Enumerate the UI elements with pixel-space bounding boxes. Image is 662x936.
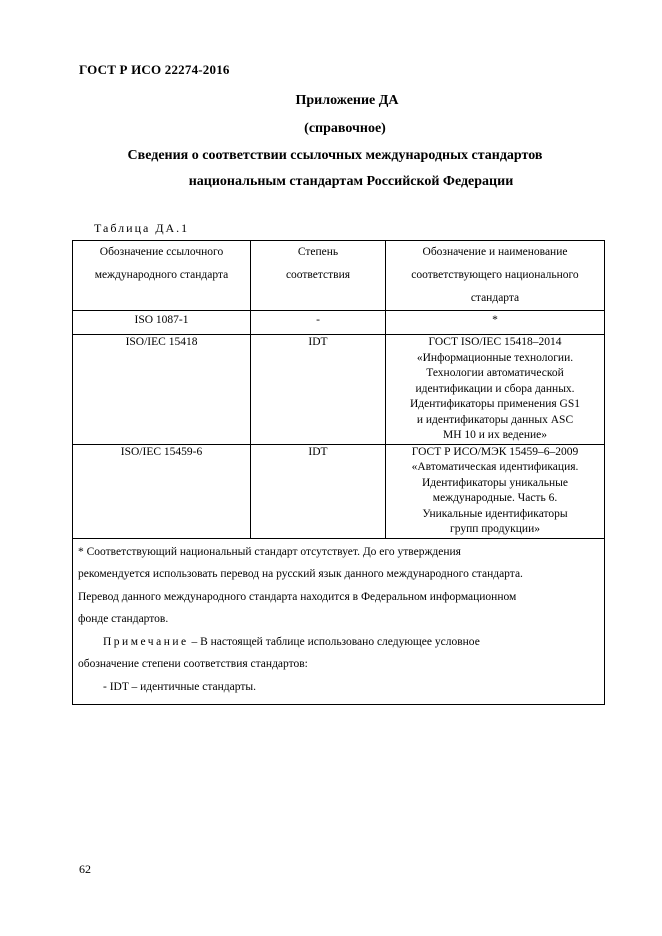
cell-reference: ISO 1087-1 xyxy=(73,311,251,335)
note-item: - IDT – идентичные стандарты. xyxy=(103,680,256,693)
cell-degree: - xyxy=(251,311,386,335)
appendix-title: Приложение ДА xyxy=(295,93,399,108)
table-footnote-row xyxy=(73,538,605,705)
header-reference-standard: Обозначение ссылочного международного стандарта xyxy=(73,241,251,311)
table-header-row xyxy=(73,241,605,311)
appendix-reference: (справочное) xyxy=(304,121,386,136)
cell-reference: ISO/IEC 15418 xyxy=(73,335,251,445)
cell-national: ГОСТ Р ИСО/МЭК 15459–6–2009 «Автоматическая идентификация. Идентификаторы уникальные международные. Часть 6. Уникальные идентификаторы групп продукции» xyxy=(386,444,605,538)
cell-degree: IDT xyxy=(251,335,386,445)
note-text: – В настоящей таблице использовано следующее условное xyxy=(188,635,480,648)
cell-national: ГОСТ ISO/IEC 15418–2014 «Информационные технологии. Технологии автоматической идентификации и сбора данных. Идентификаторы применения GS1 и идентификаторы данных ASC MH 10 и их ведение» xyxy=(386,335,605,445)
table-row xyxy=(73,311,605,335)
table-caption: Таблица ДА.1 xyxy=(94,221,190,235)
page-number: 62 xyxy=(79,862,91,876)
document-code: ГОСТ Р ИСО 22274-2016 xyxy=(79,62,230,77)
table-row xyxy=(73,444,605,538)
table-footnote: * Соответствующий национальный стандарт отсутствует. До его утверждения рекомендуется использовать перевод на русский язык данного международного стандарта. Перевод данного международного стандарта находится в Федеральном информационном фонде стандартов. Примечание – В настоящей таблице использовано следующее условное обозначение степени соответствия стандартов: - IDT – идентичные стандарты. xyxy=(73,538,605,705)
cell-degree: IDT xyxy=(251,444,386,538)
note xyxy=(78,631,599,654)
header-degree: Степень соответствия xyxy=(251,241,386,311)
cell-reference: ISO/IEC 15459-6 xyxy=(73,444,251,538)
header-national-standard: Обозначение и наименование соответствующего национального стандарта xyxy=(386,241,605,311)
correspondence-table xyxy=(72,240,605,705)
cell-national: * xyxy=(386,311,605,335)
note-label: Примечание xyxy=(103,635,189,648)
appendix-heading-line1: Сведения о соответствии ссылочных международных стандартов xyxy=(127,148,543,163)
appendix-heading-line2: национальным стандартам Российской Федерации xyxy=(188,174,514,189)
table-row xyxy=(73,335,605,445)
